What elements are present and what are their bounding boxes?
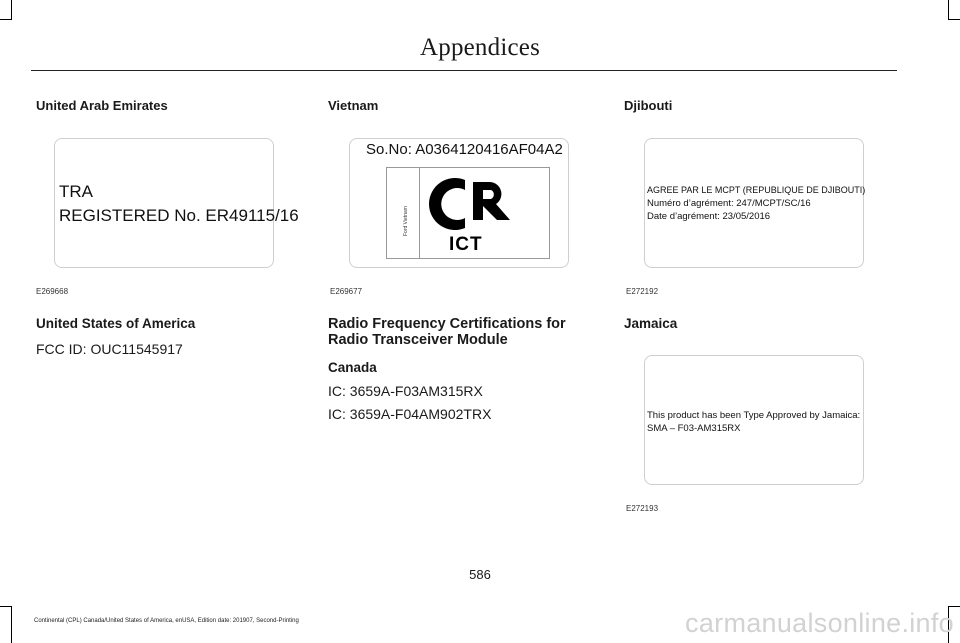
section-heading-vietnam: Vietnam: [328, 98, 379, 113]
figure-vietnam: [349, 138, 569, 268]
section-heading-usa: United States of America: [36, 316, 196, 331]
figure-id: E269677: [330, 287, 363, 296]
figure-text: TRA: [59, 182, 93, 201]
header-rule: [31, 70, 897, 71]
logo-text: ICT: [449, 234, 483, 255]
rf-title-line: Radio Transceiver Module: [328, 332, 508, 348]
page-title: Appendices: [419, 34, 541, 61]
figure-id: E272192: [626, 287, 659, 296]
figure-text: So.No: A0364120416AF04A2: [366, 141, 563, 158]
ic-line: IC: 3659A-F04AM902TRX: [328, 406, 492, 422]
crop-mark: [948, 0, 949, 20]
figure-text: AGREE PAR LE MCPT (REPUBLIQUE DE DJIBOUTI): [647, 185, 866, 195]
section-heading-uae: United Arab Emirates: [36, 98, 168, 113]
section-heading-djibouti: Djibouti: [624, 98, 673, 113]
crop-mark: [948, 606, 960, 607]
canada-heading: Canada: [328, 360, 377, 375]
crop-mark: [0, 606, 12, 607]
ict-logo: [386, 167, 550, 259]
footer-text: Continental (CPL) Canada/United States of America, enUSA, Edition date: 201907, Second-Printing: [34, 618, 299, 624]
crop-mark: [948, 19, 960, 20]
crop-mark: [11, 606, 12, 643]
ic-line: IC: 3659A-F03AM315RX: [328, 383, 483, 399]
crop-mark: [11, 0, 12, 20]
figure-jamaica: [644, 355, 864, 485]
figure-text: Date d’agrément: 23/05/2016: [647, 211, 771, 222]
logo-side-text: Ford Vietnam: [403, 206, 409, 236]
figure-text: SMA – F03-AM315RX: [647, 423, 741, 434]
rf-title-line: Radio Frequency Certifications for: [328, 316, 566, 332]
figure-uae: [54, 138, 299, 268]
figure-id: E272193: [626, 504, 659, 513]
rf-title: [328, 316, 566, 348]
cr-mark-icon: [420, 168, 550, 258]
figure-text: This product has been Type Approved by Jamaica:: [647, 410, 861, 421]
page-number: 586: [469, 567, 491, 582]
figure-text: Numéro d’agrément: 247/MCPT/SC/16: [647, 198, 811, 209]
fcc-id-text: FCC ID: OUC11545917: [36, 341, 183, 357]
watermark: carmanualsonline.info: [685, 608, 954, 638]
section-heading-jamaica: Jamaica: [624, 316, 678, 331]
figure-id: E269668: [36, 287, 69, 296]
figure-text: REGISTERED No. ER49115/16: [59, 206, 299, 225]
figure-djibouti: [644, 138, 864, 268]
crop-mark: [0, 19, 12, 20]
